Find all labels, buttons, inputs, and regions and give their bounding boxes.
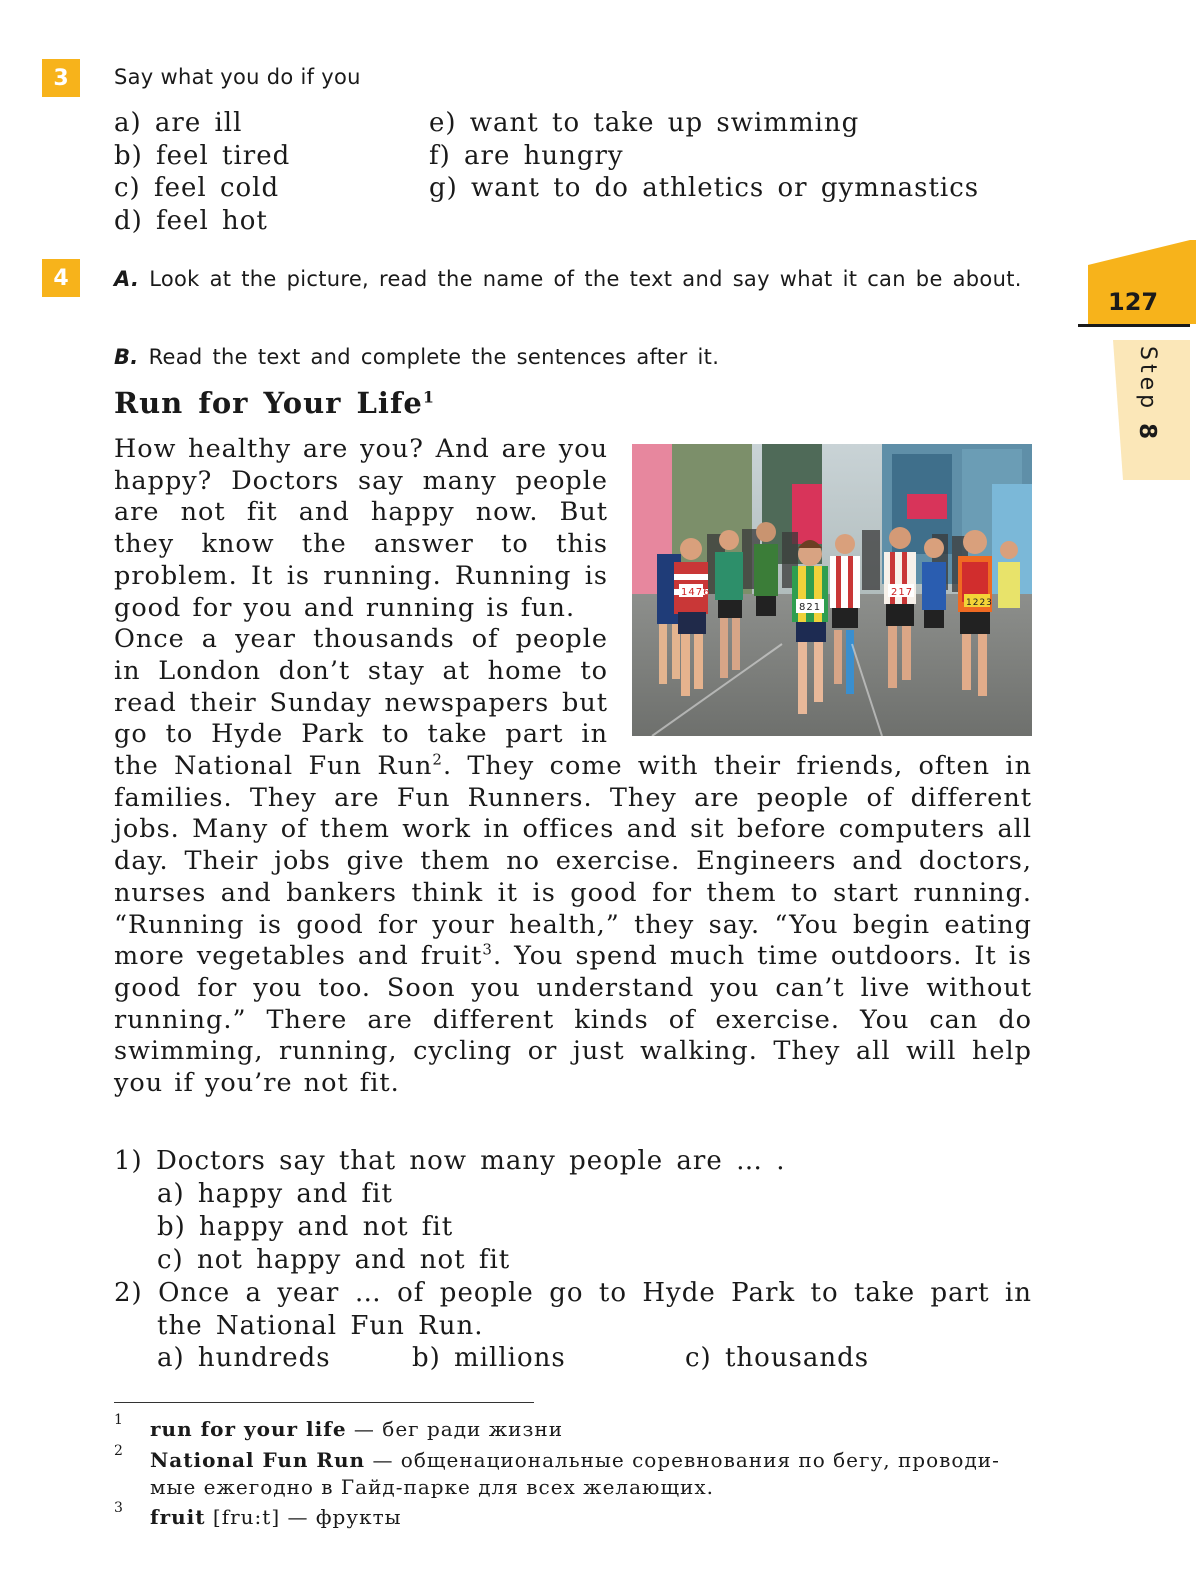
option-item: d) feel hot — [114, 205, 268, 236]
footnote-dash: — — [353, 1417, 375, 1441]
step-label — [1130, 346, 1160, 466]
article-body — [114, 434, 1032, 1100]
bib-number: 217 — [891, 587, 914, 598]
answer-option: b) happy and not fit — [157, 1212, 454, 1242]
footnote-ref: 3 — [482, 940, 493, 959]
option-item: b) feel tired — [114, 140, 291, 171]
article-text: Once a year thousands of people in London don’t stay at home to read their Sunday newspapers but go to Hyde Park to take part in the National Fun Run — [114, 624, 608, 782]
task-text: Look at the picture, read the name of the text and say what it can be about. — [149, 267, 1022, 291]
footnote-text: общенациональные соревнования по бегу, проводи- — [400, 1448, 1000, 1472]
question-1: 1) Doctors say that now many people are … . — [114, 1146, 786, 1176]
option-item: e) want to take up swimming — [429, 108, 860, 138]
footnote-number: 2 — [114, 1443, 124, 1459]
option-item: a) are ill — [114, 108, 243, 138]
option-item: f) are hungry — [429, 140, 624, 171]
option-item: c) feel cold — [114, 173, 280, 203]
footnote-ref: 2 — [432, 750, 443, 769]
footnote — [114, 1500, 1032, 1531]
footnote-text: бег ради жизни — [382, 1417, 564, 1441]
task-letter: A. — [114, 267, 140, 291]
page-number: 127 — [1108, 288, 1159, 316]
footnote-term: National Fun Run — [150, 1448, 366, 1472]
article-paragraph: How healthy are you? And are you happy? Doctors say many people are not fit and happy now. But they know the answer to this problem. It is running. Running is good for you and running is fun. — [114, 434, 608, 623]
footnote — [114, 1412, 1032, 1443]
exercise-number-badge: 4 — [42, 259, 80, 297]
option-item: g) want to do athletics or gymnastics — [429, 173, 980, 203]
bib-number: 1476 — [681, 587, 711, 598]
marathon-photo — [632, 444, 1032, 736]
question-2-continued: the National Fun Run. — [157, 1311, 484, 1341]
bib-number: 821 — [799, 602, 822, 613]
article-text: . You spend much time outdoors. It is good for you too. Soon you understand you can’t live without running.” There are different kinds of exercise. You can do swimming, running, cycling or just walking. They all will help you if you’re not fit. — [114, 941, 1032, 1099]
task-letter: B. — [114, 345, 139, 369]
footnote-divider — [114, 1402, 534, 1403]
option-list-left — [114, 107, 290, 237]
task-b-instruction — [114, 345, 719, 369]
question-2: 2) Once a year … of people go to Hyde Park to take part in — [114, 1278, 1032, 1308]
footnote-text: фрукты — [315, 1505, 402, 1529]
footnote-number: 3 — [114, 1500, 124, 1516]
footnote-ref: 1 — [422, 387, 436, 407]
exercise-instruction: Say what you do if you — [114, 65, 361, 89]
page-number-rule — [1078, 324, 1190, 327]
page-tab-background — [1088, 240, 1196, 330]
footnote-term: run for your life — [150, 1417, 347, 1441]
bib-number: 1223 — [966, 598, 993, 608]
step-number: 8 — [1134, 423, 1160, 444]
option-list-right — [429, 107, 979, 205]
answer-option: c) not happy and not fit — [157, 1245, 511, 1275]
footnote-term: fruit — [150, 1505, 206, 1529]
article-title-text: Run for Your Life — [114, 386, 423, 420]
answer-option: a) happy and fit — [157, 1179, 393, 1209]
answer-option: c) thousands — [685, 1343, 870, 1373]
article-text: . They come with their friends, often in families. They are Fun Runners. They are people of different jobs. Many of them work in offices and sit before computers all day. Their jobs give them no exercise. Engineers and doctors, nurses and bankers think it is good for them to start running. “Running is good for your health,” they say. “You begin eating more vegetables and fruit — [114, 751, 1032, 972]
answer-option: b) millions — [412, 1343, 566, 1373]
marathon-runners-image — [632, 444, 1032, 736]
footnote-text: мые ежегодно в Гайд-парке для всех желающих. — [150, 1475, 714, 1499]
answer-option: a) hundreds — [157, 1343, 331, 1373]
exercise-number-badge: 3 — [42, 59, 80, 97]
footnote-dash: — — [372, 1448, 394, 1472]
footnote-pronunciation: [fru:t] — [212, 1505, 281, 1529]
task-text: Read the text and complete the sentences after it. — [148, 345, 720, 369]
task-a-instruction — [114, 266, 1032, 293]
footnote-number: 1 — [114, 1412, 124, 1428]
article-title — [114, 386, 435, 420]
footnote — [114, 1443, 1032, 1501]
footnote-dash: — — [287, 1505, 309, 1529]
step-label-text: Step — [1135, 346, 1160, 413]
